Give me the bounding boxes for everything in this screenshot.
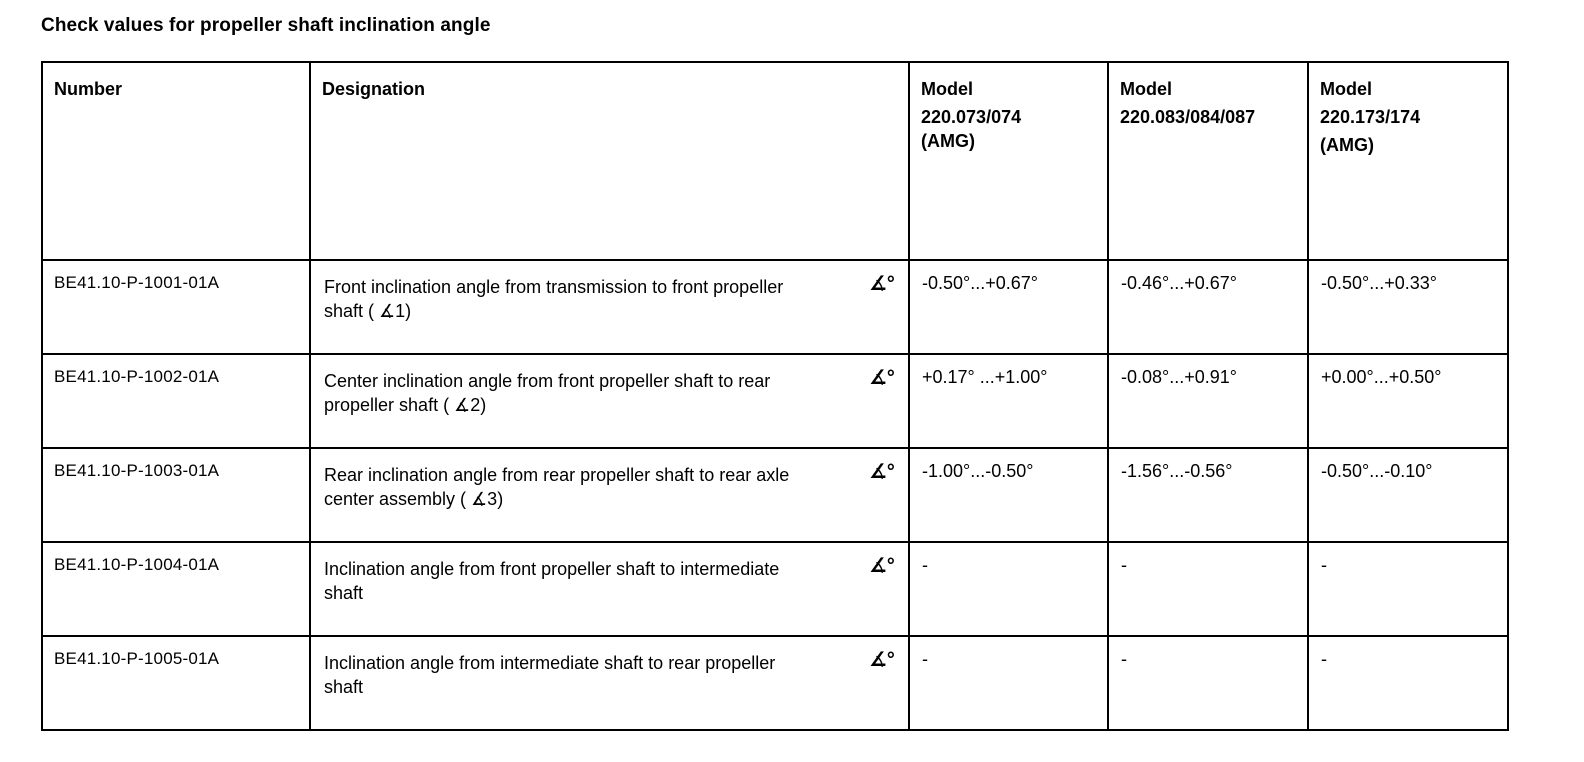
model-label: Model [921,79,973,99]
document-title: Check values for propeller shaft inclination angle [41,15,491,36]
number-cell: BE41.10-P-1005-01A [42,636,310,730]
designation-cell: Center inclination angle from front propeller shaft to rear propeller shaft ( ∡2) ∡° [310,354,909,448]
inclination-angle-table [41,61,1509,731]
model-suffix: (AMG) [921,131,975,151]
value-cell: -0.50°...+0.33° [1308,260,1508,354]
model-code: 220.073/074 [921,107,1022,127]
table-row [42,260,1508,354]
designation-cell: Front inclination angle from transmission to front propeller shaft ( ∡1) ∡° [310,260,909,354]
value-cell: -1.56°...-0.56° [1108,448,1308,542]
number-cell: BE41.10-P-1002-01A [42,354,310,448]
designation-cell: Inclination angle from intermediate shaft to rear propeller shaft ∡° [310,636,909,730]
number-cell: BE41.10-P-1004-01A [42,542,310,636]
header-number: Number [42,62,310,260]
model-label: Model [1120,79,1172,99]
table-row [42,542,1508,636]
table-row [42,354,1508,448]
value-cell: - [909,542,1108,636]
model-label: Model [1320,79,1372,99]
model-suffix: (AMG) [1320,135,1374,155]
value-cell: - [1308,636,1508,730]
designation-cell: Inclination angle from front propeller shaft to intermediate shaft ∡° [310,542,909,636]
value-cell: -0.50°...-0.10° [1308,448,1508,542]
value-cell: +0.00°...+0.50° [1308,354,1508,448]
model-code: 220.083/084/087 [1120,107,1256,127]
table-row [42,636,1508,730]
model-code: 220.173/174 [1320,107,1421,127]
angle-icon: ∡° [869,555,893,577]
value-cell: -0.46°...+0.67° [1108,260,1308,354]
angle-icon: ∡° [869,461,893,483]
value-cell: - [909,636,1108,730]
value-cell: -1.00°...-0.50° [909,448,1108,542]
number-cell: BE41.10-P-1001-01A [42,260,310,354]
header-model-2 [1108,62,1308,260]
value-cell: -0.08°...+0.91° [1108,354,1308,448]
angle-icon: ∡° [869,367,893,389]
header-designation: Designation [310,62,909,260]
value-cell: - [1308,542,1508,636]
designation-cell: Rear inclination angle from rear propeller shaft to rear axle center assembly ( ∡3) ∡° [310,448,909,542]
header-model-3 [1308,62,1508,260]
number-cell: BE41.10-P-1003-01A [42,448,310,542]
value-cell: - [1108,542,1308,636]
table-header-row [42,62,1508,260]
angle-icon: ∡° [869,649,893,671]
header-model-1 [909,62,1108,260]
value-cell: +0.17° ...+1.00° [909,354,1108,448]
value-cell: -0.50°...+0.67° [909,260,1108,354]
angle-icon: ∡° [869,273,893,295]
value-cell: - [1108,636,1308,730]
table-row [42,448,1508,542]
